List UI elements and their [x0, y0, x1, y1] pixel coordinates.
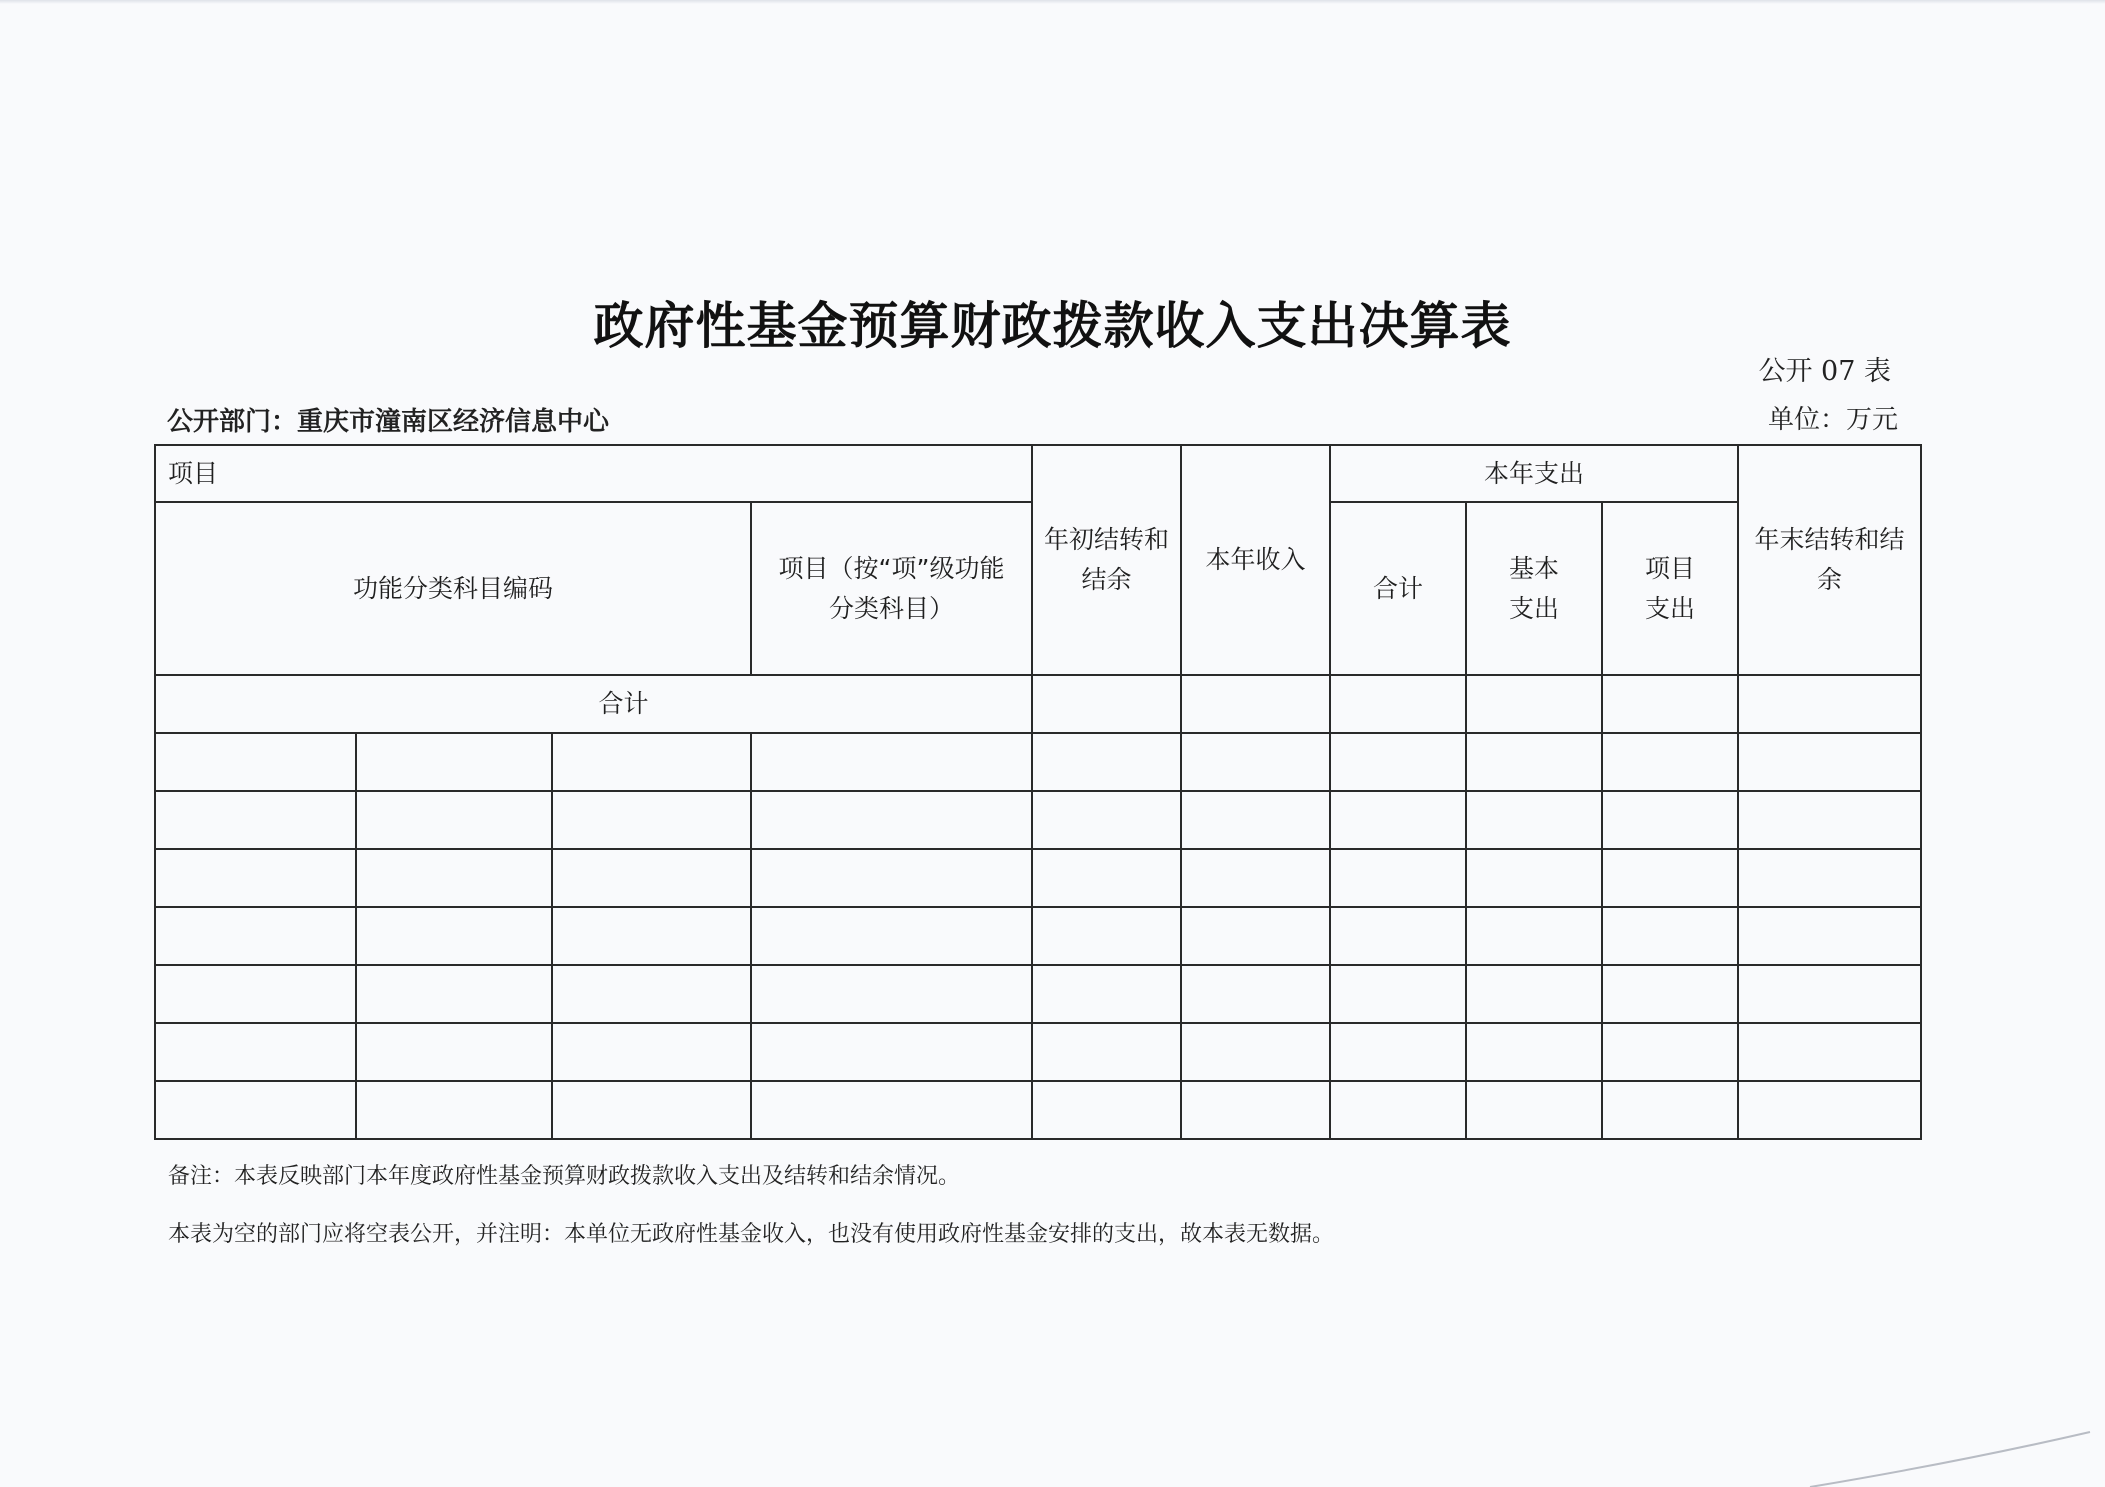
table-cell	[155, 791, 356, 849]
table-cell	[155, 733, 356, 791]
table-cell	[155, 907, 356, 965]
table-cell	[155, 965, 356, 1023]
table-row	[155, 1081, 1921, 1139]
table-cell	[1738, 965, 1921, 1023]
table-cell	[1330, 791, 1466, 849]
total-cell	[1602, 675, 1738, 733]
table-cell	[356, 1081, 552, 1139]
table-cell	[1181, 791, 1330, 849]
table-cell	[1330, 907, 1466, 965]
header-closing-balance	[1738, 445, 1921, 675]
total-cell	[1466, 675, 1602, 733]
unit-label: 单位：万元	[1767, 405, 1898, 435]
table-row	[155, 907, 1921, 965]
total-row	[155, 675, 1921, 733]
total-cell	[1738, 675, 1921, 733]
table-body	[155, 675, 1921, 1139]
table-cell	[155, 1081, 356, 1139]
table-row	[155, 733, 1921, 791]
table-cell	[1330, 849, 1466, 907]
table-cell	[1738, 733, 1921, 791]
table-cell	[1466, 849, 1602, 907]
table-row	[155, 965, 1921, 1023]
table-cell	[552, 965, 751, 1023]
table-cell	[1466, 965, 1602, 1023]
table-cell	[1602, 1023, 1738, 1081]
table-cell	[1602, 907, 1738, 965]
table-cell	[1330, 1081, 1466, 1139]
table-cell	[356, 849, 552, 907]
table-cell	[155, 1023, 356, 1081]
table-cell	[751, 1023, 1032, 1081]
header-func-code: 功能分类科目编码	[155, 502, 751, 675]
header-exp-basic-text: 基本支出	[1509, 553, 1560, 623]
total-cell	[1330, 675, 1466, 733]
table-cell	[751, 965, 1032, 1023]
page-title: 政府性基金预算财政拨款收入支出决算表	[593, 296, 1512, 355]
department-label: 公开部门：重庆市潼南区经济信息中心	[167, 407, 610, 437]
table-cell	[1032, 965, 1181, 1023]
table-row	[155, 1023, 1921, 1081]
table-cell	[1032, 791, 1181, 849]
table-cell	[1738, 849, 1921, 907]
table-cell	[1181, 907, 1330, 965]
header-opening-balance	[1032, 445, 1181, 675]
table-cell	[1181, 1023, 1330, 1081]
table-cell	[1738, 907, 1921, 965]
table-cell	[552, 1023, 751, 1081]
table-cell	[1738, 1081, 1921, 1139]
total-label: 合计	[155, 675, 1032, 733]
table-cell	[1602, 1081, 1738, 1139]
table-cell	[1466, 733, 1602, 791]
table-cell	[1032, 849, 1181, 907]
notes	[168, 1148, 1334, 1264]
header-exp-total: 合计	[1330, 502, 1466, 675]
table-cell	[356, 791, 552, 849]
table-cell	[1738, 791, 1921, 849]
table-cell	[356, 965, 552, 1023]
header-exp-basic	[1466, 502, 1602, 675]
total-cell	[1032, 675, 1181, 733]
table-cell	[751, 849, 1032, 907]
header-exp-project	[1602, 502, 1738, 675]
table-cell	[1602, 849, 1738, 907]
table-cell	[356, 1023, 552, 1081]
table-cell	[1466, 1081, 1602, 1139]
table-cell	[552, 733, 751, 791]
header-opening-balance-text: 年初结转和结余	[1044, 525, 1170, 594]
table-cell	[356, 733, 552, 791]
table-cell	[356, 907, 552, 965]
table-cell	[1330, 733, 1466, 791]
table-cell	[1602, 733, 1738, 791]
header-item-name-text: 项目（按“项”级功能分类科目）	[778, 553, 1005, 623]
header-expenditure: 本年支出	[1330, 445, 1738, 502]
table-cell	[1466, 791, 1602, 849]
header-item-name	[751, 502, 1032, 675]
table-cell	[1181, 733, 1330, 791]
table-cell	[1602, 965, 1738, 1023]
header-exp-project-text: 项目支出	[1645, 553, 1696, 623]
table-cell	[1466, 1023, 1602, 1081]
header-closing-balance-text: 年末结转和结余	[1754, 525, 1905, 594]
scan-top-edge	[0, 0, 2105, 4]
table-cell	[1330, 1023, 1466, 1081]
note-line-2: 本表为空的部门应将空表公开，并注明：本单位无政府性基金收入，也没有使用政府性基金安排的支出，故本表无数据。	[168, 1222, 1335, 1247]
table-cell	[1330, 965, 1466, 1023]
table-cell	[552, 791, 751, 849]
table-row	[155, 849, 1921, 907]
table-cell	[1032, 1023, 1181, 1081]
header-income: 本年收入	[1181, 445, 1330, 675]
table-cell	[155, 849, 356, 907]
table-cell	[552, 907, 751, 965]
note-line-1: 备注：本表反映部门本年度政府性基金预算财政拨款收入支出及结转和结余情况。	[168, 1164, 961, 1189]
table-cell	[1181, 965, 1330, 1023]
table-cell	[751, 791, 1032, 849]
table-cell	[751, 1081, 1032, 1139]
budget-table	[154, 444, 1922, 1140]
table-cell	[1602, 791, 1738, 849]
table-cell	[1466, 907, 1602, 965]
table-cell	[751, 907, 1032, 965]
table-cell	[751, 733, 1032, 791]
form-number: 公开 07 表	[1758, 356, 1891, 387]
table-cell	[1738, 1023, 1921, 1081]
table-cell	[1181, 1081, 1330, 1139]
table-cell	[1032, 907, 1181, 965]
table-header	[155, 445, 1921, 675]
total-cell	[1181, 675, 1330, 733]
table-cell	[1032, 733, 1181, 791]
header-item: 项目	[155, 445, 1032, 502]
table-cell	[552, 849, 751, 907]
table-cell	[1181, 849, 1330, 907]
table-cell	[552, 1081, 751, 1139]
table-row	[155, 791, 1921, 849]
table-cell	[1032, 1081, 1181, 1139]
